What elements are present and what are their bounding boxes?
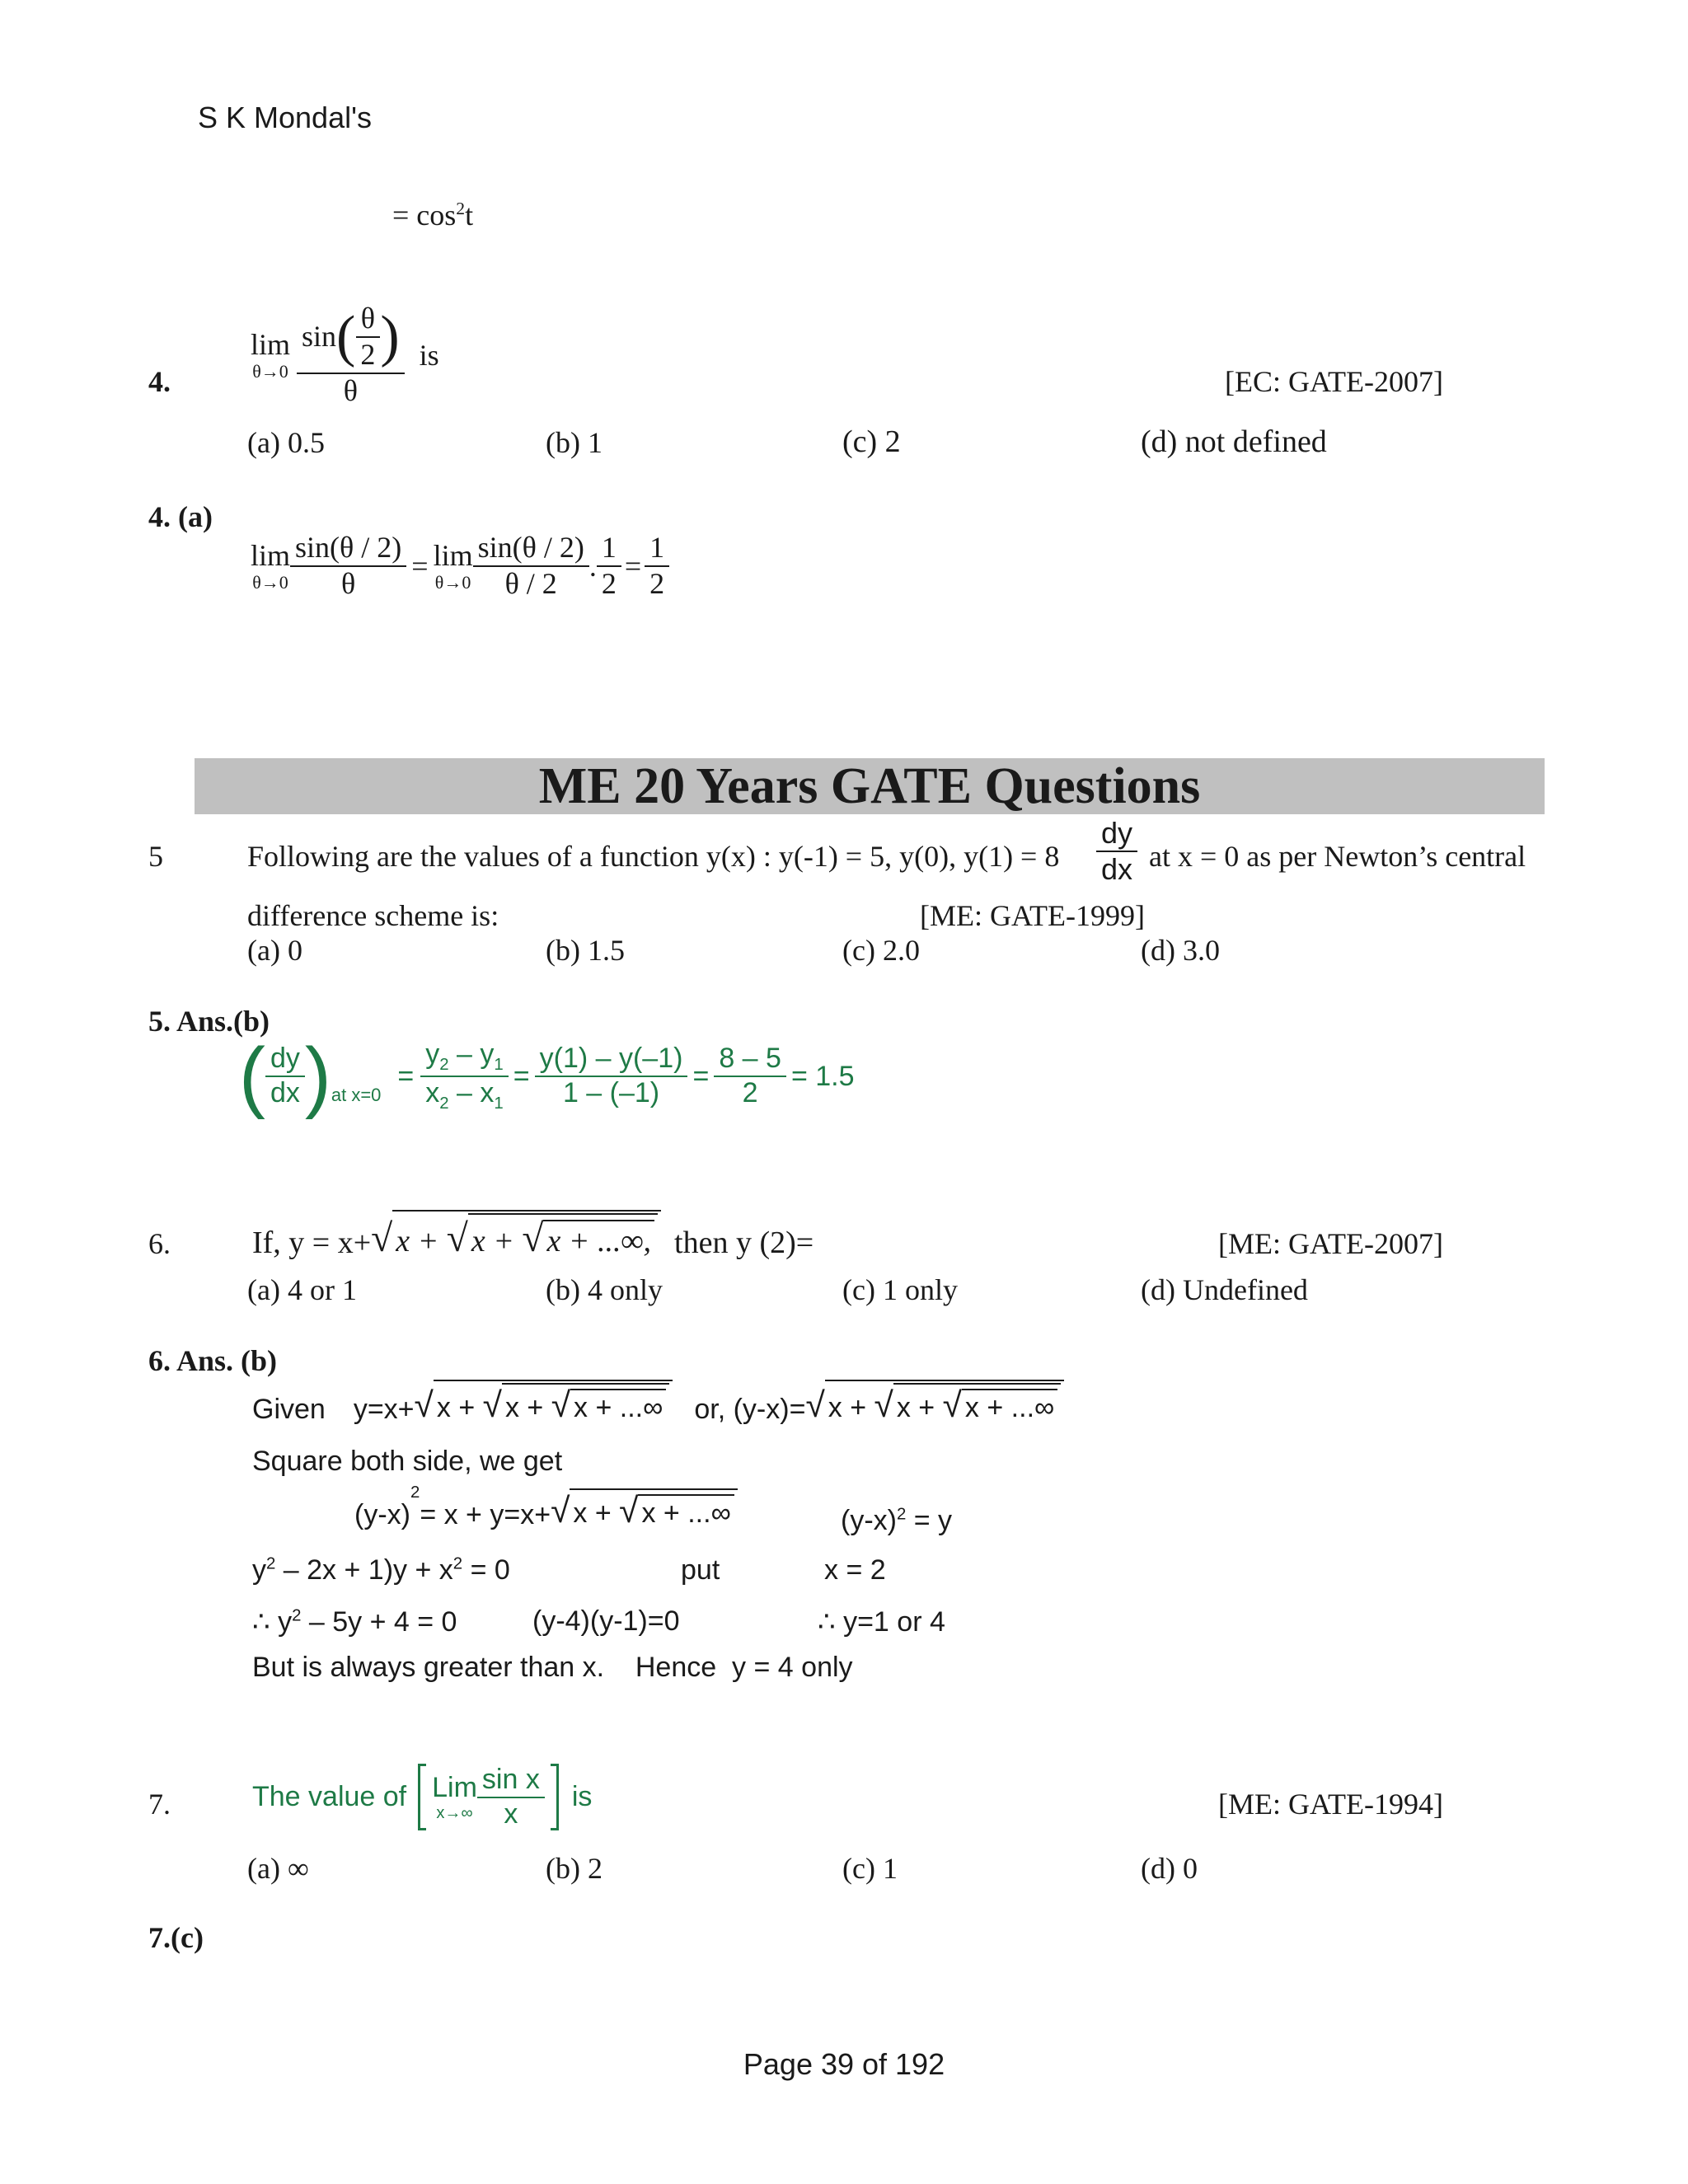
lim-text: Lim xyxy=(432,1771,477,1803)
radical-sign: √ xyxy=(619,1492,639,1530)
answer-6-line-3 xyxy=(354,1483,738,1531)
nested-radical xyxy=(434,1380,673,1426)
option-d: (d) Undefined xyxy=(1141,1273,1308,1306)
fraction-2-numerator: sin(θ / 2) xyxy=(473,532,589,567)
option-a: (a) 0.5 xyxy=(247,426,325,459)
numeric-numerator: 8 – 5 xyxy=(714,1044,786,1077)
nested-radical xyxy=(825,1380,1064,1426)
question-4-expression xyxy=(251,303,439,406)
fraction-numerator: sin x xyxy=(477,1765,545,1798)
equals-sign-2: = xyxy=(513,1060,530,1092)
answer-4-label: 4. (a) xyxy=(148,500,213,533)
radical-sign: √ xyxy=(551,1492,570,1530)
equation-middle: – 2x + 1)y + x xyxy=(275,1554,453,1586)
radical-term: x + xyxy=(396,1224,447,1258)
answer-5-result: = 1.5 xyxy=(790,1060,855,1092)
y-minus-x: (y-x) xyxy=(841,1505,897,1536)
question-6-number: 6. xyxy=(148,1227,171,1260)
answer-6-conclusion: But is always greater than x. Hence y = 4 only xyxy=(252,1652,853,1683)
previous-result xyxy=(392,198,473,232)
option-b: (b) 2 xyxy=(546,1852,603,1885)
equals-sign-2: = xyxy=(624,549,642,583)
subscript-2: 2 xyxy=(439,1055,449,1074)
option-a: (a) 0 xyxy=(247,934,302,967)
limit-operator xyxy=(432,1771,477,1822)
question-7-source-tag: [ME: GATE-1994] xyxy=(1218,1788,1443,1821)
exponent-2: 2 xyxy=(410,1483,420,1502)
radical-sign: √ xyxy=(371,1217,393,1260)
dy-dx-fraction xyxy=(265,1044,305,1108)
equals-sign-3: = xyxy=(692,1060,710,1092)
exponent-2: 2 xyxy=(896,1505,907,1524)
bracket-content xyxy=(432,1765,545,1829)
factored-equation: (y-4)(y-1)=0 xyxy=(532,1605,680,1637)
fraction-1 xyxy=(290,532,406,600)
exponent-2: 2 xyxy=(266,1554,276,1573)
fraction-half-result xyxy=(645,532,669,600)
radical-term: x + ...∞ xyxy=(964,1392,1055,1423)
radical-sign: √ xyxy=(805,1386,825,1425)
subscript-1: 1 xyxy=(494,1055,504,1074)
left-paren: ( xyxy=(336,304,356,368)
exponent-2: 2 xyxy=(452,1554,463,1573)
page-number: Page 39 of 192 xyxy=(743,2047,945,2081)
fraction-2-denominator: θ / 2 xyxy=(504,566,557,600)
radical-sign: √ xyxy=(942,1386,962,1425)
option-d: (d) 3.0 xyxy=(1141,934,1220,967)
dy-dx-fraction xyxy=(1096,818,1137,885)
section-title: ME 20 Years GATE Questions xyxy=(538,758,1201,814)
option-a: (a) ∞ xyxy=(247,1852,309,1885)
radical-term: x + ...∞ xyxy=(574,1392,663,1423)
evaluation-point: at x=0 xyxy=(331,1085,382,1105)
answer-6-line-1 xyxy=(252,1378,1064,1426)
sin-text: sin xyxy=(302,319,337,353)
minus-sign: – xyxy=(448,1077,481,1108)
radical-sign: √ xyxy=(414,1386,434,1425)
nested-radical xyxy=(570,1488,737,1531)
equals-y: = y xyxy=(906,1505,953,1536)
equals-sign: = xyxy=(397,1060,415,1092)
theta-over-two xyxy=(355,303,380,371)
question-7-number: 7. xyxy=(148,1788,171,1821)
answer-6-line-3-result xyxy=(841,1505,952,1537)
right-paren: ) xyxy=(380,304,400,368)
given-text: Given xyxy=(252,1394,326,1425)
previous-result-tail: t xyxy=(465,199,474,232)
limit-operator xyxy=(251,538,291,593)
dy-text: dy xyxy=(265,1044,305,1077)
is-text: is xyxy=(571,1781,593,1813)
y-minus-x: (y-x) xyxy=(354,1499,410,1530)
option-c: (c) 1 only xyxy=(842,1273,958,1306)
result-denominator: 2 xyxy=(649,566,665,600)
two-denominator: 2 xyxy=(360,337,376,371)
radical-term: x + xyxy=(896,1392,943,1423)
radical-sign: √ xyxy=(874,1386,893,1425)
nested-radical xyxy=(392,1210,661,1261)
y-equation: y=x+ xyxy=(353,1394,415,1425)
answer-6-line-2: Square both side, we get xyxy=(252,1446,563,1477)
option-c: (c) 1 xyxy=(842,1852,898,1885)
y-term: y xyxy=(252,1554,266,1586)
question-4-number: 4. xyxy=(148,365,171,398)
therefore-y: ∴ y xyxy=(252,1606,293,1638)
if-text: If, y = x+ xyxy=(252,1226,372,1260)
option-b: (b) 1.5 xyxy=(546,934,625,967)
minus-sign: – xyxy=(448,1038,481,1070)
answer-5-label: 5. Ans.(b) xyxy=(148,1005,270,1038)
question-5-number: 5 xyxy=(148,840,163,873)
result-numerator: 1 xyxy=(645,532,669,567)
question-5-text-cont: at x = 0 as per Newton’s central xyxy=(1149,840,1526,873)
question-5-text-line2: difference scheme is: xyxy=(247,899,499,932)
dy-text: dy xyxy=(1096,818,1137,852)
lim-subscript: θ→0 xyxy=(252,571,288,593)
left-paren: ( xyxy=(239,1032,265,1120)
radical-sign: √ xyxy=(482,1386,502,1425)
radical-term: x + xyxy=(436,1392,483,1423)
question-5-derivative xyxy=(1096,818,1137,885)
fraction-denominator: θ xyxy=(343,373,358,407)
lim-text: lim xyxy=(433,538,473,572)
numeric-denominator: 2 xyxy=(742,1077,758,1108)
dot-operator: . xyxy=(588,549,597,583)
section-banner xyxy=(195,758,1545,814)
nested-radical-2 xyxy=(468,1213,658,1261)
question-6-expression xyxy=(252,1203,814,1261)
answer-5-expression xyxy=(239,1032,855,1120)
previous-result-exponent: 2 xyxy=(456,199,466,218)
value-of-text: The value of xyxy=(252,1781,407,1813)
radical-term: x + xyxy=(828,1392,874,1423)
radical-sign: √ xyxy=(551,1386,571,1425)
nested-radical-3 xyxy=(962,1389,1057,1424)
numeric-quotient xyxy=(714,1044,786,1108)
author-header: S K Mondal's xyxy=(198,101,372,134)
option-a: (a) 4 or 1 xyxy=(247,1273,357,1306)
equals-sign: = xyxy=(411,549,429,583)
answer-6-line-4 xyxy=(252,1554,510,1586)
is-text: is xyxy=(419,338,439,372)
radical-term: x + ...∞, xyxy=(546,1224,652,1258)
or-equation: or, (y-x)= xyxy=(694,1394,806,1425)
question-4-fraction xyxy=(297,303,405,406)
fraction-1-numerator: sin(θ / 2) xyxy=(290,532,406,567)
limit-operator xyxy=(251,327,291,382)
x-symbol: x xyxy=(480,1077,495,1108)
lim-text: lim xyxy=(251,327,291,361)
question-7-expression xyxy=(252,1764,592,1830)
exponent-2: 2 xyxy=(292,1606,302,1625)
option-b: (b) 1 xyxy=(546,426,603,459)
fraction-1-denominator: θ xyxy=(341,566,356,600)
equals-zero: = 0 xyxy=(462,1554,510,1586)
answer-6-line-5 xyxy=(252,1605,457,1638)
fraction-denominator: x xyxy=(504,1797,518,1830)
answer-6-label: 6. Ans. (b) xyxy=(148,1344,278,1377)
answer-7-label: 7.(c) xyxy=(148,1921,204,1954)
difference-numerator xyxy=(420,1040,509,1077)
nested-radical-3 xyxy=(543,1220,654,1259)
fraction-numerator xyxy=(297,303,405,374)
lim-subscript: x→∞ xyxy=(436,1803,473,1822)
y-symbol: y xyxy=(480,1038,495,1070)
radical-sign: √ xyxy=(446,1217,468,1260)
substituted-numerator: y(1) – y(–1) xyxy=(535,1044,688,1077)
right-paren: ) xyxy=(304,1032,331,1120)
radical-term: x + xyxy=(573,1497,620,1529)
option-c: (c) 2.0 xyxy=(842,934,920,967)
option-d: (d) 0 xyxy=(1141,1852,1198,1885)
answer-4-expression xyxy=(251,532,669,600)
quadratic-equation: – 5y + 4 = 0 xyxy=(301,1606,457,1638)
radical-term: x + xyxy=(504,1392,551,1423)
radical-sign: √ xyxy=(522,1217,544,1260)
option-c: (c) 2 xyxy=(842,424,901,459)
question-6-source-tag: [ME: GATE-2007] xyxy=(1218,1227,1443,1260)
question-5-text: Following are the values of a function y(x) : y(-1) = 5, y(0), y(1) = 8 xyxy=(247,840,1060,873)
x-symbol: x xyxy=(425,1077,440,1108)
difference-quotient xyxy=(420,1040,509,1113)
nested-radical-3 xyxy=(570,1389,666,1424)
lim-text: lim xyxy=(251,538,291,572)
x-equals-2: x = 2 xyxy=(824,1554,886,1586)
subscript-2: 2 xyxy=(439,1094,449,1113)
option-d: (d) not defined xyxy=(1141,424,1327,459)
theta-numerator: θ xyxy=(356,303,380,338)
radical-term: x + xyxy=(471,1224,523,1258)
question-4-source-tag: [EC: GATE-2007] xyxy=(1225,365,1443,398)
y-symbol: y xyxy=(425,1038,440,1070)
difference-denominator xyxy=(420,1077,509,1113)
dx-text: dx xyxy=(1101,851,1133,886)
lim-subscript: θ→0 xyxy=(252,360,288,382)
fraction-half xyxy=(597,532,621,600)
fraction-2 xyxy=(473,532,589,600)
bracket-expression xyxy=(418,1764,559,1830)
question-5-source-tag: [ME: GATE-1999] xyxy=(920,899,1145,932)
lim-subscript: θ→0 xyxy=(434,571,471,593)
half-denominator: 2 xyxy=(601,566,617,600)
sinx-over-x xyxy=(477,1765,545,1829)
substituted-denominator: 1 – (–1) xyxy=(562,1077,660,1108)
option-b: (b) 4 only xyxy=(546,1273,663,1306)
dx-text: dx xyxy=(270,1077,300,1108)
radical-term: x + ...∞ xyxy=(641,1497,731,1529)
previous-result-text: = cos xyxy=(392,199,457,232)
equation-text: = x + y=x+ xyxy=(420,1499,551,1530)
roots-text: ∴ y=1 or 4 xyxy=(818,1606,945,1638)
nested-radical-2 xyxy=(893,1383,1061,1426)
half-numerator: 1 xyxy=(597,532,621,567)
limit-operator-2 xyxy=(433,538,473,593)
put-text: put xyxy=(681,1554,720,1586)
then-text: then y (2)= xyxy=(674,1226,814,1260)
substituted-quotient xyxy=(535,1044,688,1108)
nested-radical-2 xyxy=(638,1494,734,1530)
nested-radical-2 xyxy=(502,1383,669,1426)
subscript-1: 1 xyxy=(494,1094,504,1113)
